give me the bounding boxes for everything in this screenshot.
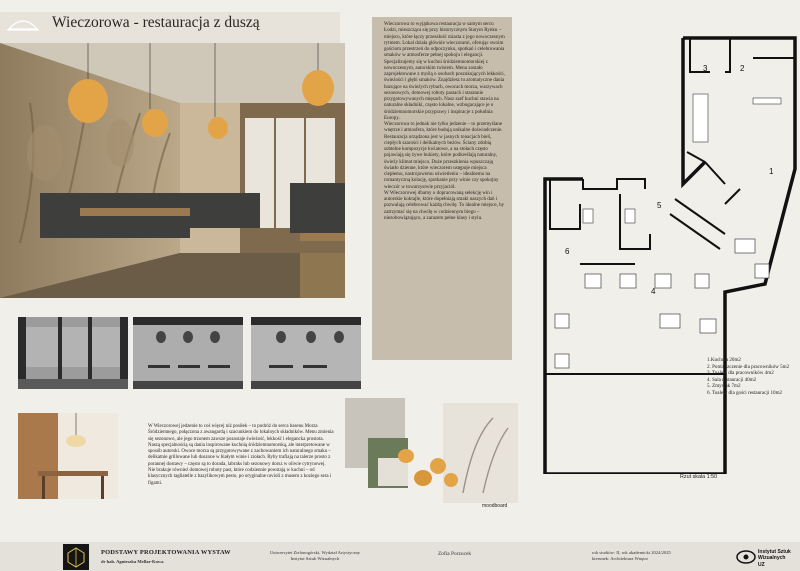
menu-paragraph: Nie brakuje również domowej roboty past, które codziennie powstają w kuchni – od klasycznych tagliatelle z bazylikowym pesto, po oryginalne ravioli z musem z koziego sera i figami. — [148, 468, 332, 486]
moodboard — [343, 398, 518, 511]
university — [258, 550, 372, 562]
year-label: rok studiów: II, rok akademicki — [592, 550, 651, 555]
plan-scale: Rzut skala 1:50 — [680, 474, 718, 480]
legend-item: 6. Toalety dla gości restauracji 10m2 — [707, 389, 783, 396]
legend-item: 3. Toaleta dla pracowników 4m2 — [707, 370, 774, 377]
author-name: Zofia Porzucek — [438, 551, 472, 557]
study-info — [592, 550, 671, 562]
footer — [0, 542, 800, 571]
room-number: 1 — [769, 167, 774, 176]
university-name: Uniwersytet Zielonogórski, Wydział Artystyczny — [269, 550, 361, 555]
page-title: Wieczorowa - restauracja z duszą — [52, 14, 260, 31]
institute-name: Instytut Sztuk Wizualnych — [290, 556, 340, 561]
room-number: 3 — [703, 64, 708, 73]
description-paragraph: W Wieczorowej dbamy o dopracowaną selekcję win i autorskie koktajle, które dopełniają smaki naszych dań i pozwalają celebrować każdą chwilę. To idealne miejsce, by zatrzymać się na chwilę w codziennym biegu – niezobowiązująco, a zarazem pełne klasy i stylu. — [384, 189, 505, 221]
menu-paragraph: Naszą specjalnością są dania inspirowane kuchnią śródziemnomorską, ale interpretowane w sposób autorski. Owoce morza są przygotowywane z zachowaniem ich naturalnego smaku – delikatnie grillowane lub duszone w białym winie i ziołach. Ryby trafiają na talerze prosto z porannej dostawy – często są to dorada, labraks lub sezonowy dorsz w oliwie cytrynowej. — [148, 442, 331, 467]
direction: kierunek: Architektura Wnętrz — [592, 556, 649, 561]
cloche-icon — [6, 18, 40, 32]
interior-render — [0, 43, 345, 298]
room-number: 4 — [651, 287, 656, 296]
inst-logo-line: UZ — [758, 562, 765, 568]
room-legend — [707, 357, 799, 397]
teacher-name: dr hab. Agnieszka Mellar-Kowa — [101, 559, 164, 564]
moodboard-label: moodboard — [482, 503, 508, 509]
interior-detail-photo — [18, 413, 118, 499]
room-number: 5 — [657, 201, 662, 210]
legend-item: 4. Sala restauracji 40m2 — [707, 376, 757, 383]
legend-item: 5. Zmywak 7m2 — [707, 383, 741, 390]
elevation-1 — [18, 317, 128, 389]
room-number: 6 — [565, 247, 570, 256]
inst-logo-line: Wizualnych — [758, 555, 786, 561]
elevation-2 — [133, 317, 243, 389]
menu-paragraph: W Wieczorowej jedzenie to coś więcej niż posiłek – to podróż do serca basenu Morza Śródziemnego, połączona z awangardą i szacunkiem do lokalnych składników. Menu zmienia się sezonowo, ale jego trzonem zawsze pozostaje świeżość, lekkość i elegancka prostota. — [148, 424, 334, 442]
elevation-3 — [251, 317, 361, 389]
description-panel — [372, 17, 512, 360]
course-logo-icon — [63, 544, 89, 570]
course-name: PODSTAWY PROJEKTOWANIA WYSTAW — [101, 549, 231, 556]
room-number: 2 — [740, 64, 745, 73]
description-paragraph: Wieczorowa to jednak nie tylko jedzenie – to przemyślane wnętrze i atmosfera, które budują unikalne doświadczenie. Restauracja urządzona jest w jasnych tonacjach bieli, ciepłych szarości i delikatnych beżów. Ściany zdobią subtelne kompozycje kwiatowe, a na stołach często pojawiają się żywe bukiety, które podkreślają naturalny, świeży klimat miejsca. Duże przeszklenia wpuszczają światło dzienne, które wieczorem ustępuje miejsca ciepłemu, nastrojowemu oświetleniu – idealnemu na romantyczną kolację, spotkanie przy winie czy spokojny wieczór w towarzystwie przyjaciół. — [384, 121, 503, 190]
year-value: 2024/2025 — [651, 550, 671, 555]
floor-plan — [525, 34, 800, 474]
eye-logo-icon — [736, 546, 792, 568]
inst-logo-line: Instytut Sztuk — [758, 549, 791, 555]
description-paragraph: Wieczorowa to wyjątkowa restauracja w samym sercu Łodzi, mieszcząca się przy historycznym Starym Rynku – miejscu, które łączy przeszłość miasta z jego nowoczesnym rytmem. Lokal działa głównie wieczorami, oferując swoim gościom przestrzeń do odpoczynku, spotkań i celebrowania smaków w atmosferze pełnej spokoju i elegancji. Specjalizujemy się w kuchni śródziemnomorskiej z nowoczesnym, autorskim twistem. Menu zostało zaprojektowane z myślą o osobach poszukujących lekkości, świeżości i głębi smaków. Znajdziesz tu aromatyczne dania bazujące na świeżych rybach, owocach morza, warzywach sezonowych, domowej roboty pastach i starannie przygotowywanych mięsach. Nasz szef kuchni stawia na naturalne składniki, często lokalne, wzbogacające je o śródziemnomorskie przyprawy i inspiracje z południa Europy. — [384, 21, 505, 121]
menu-description — [148, 424, 334, 487]
legend-item: 2. Pomieszczenie dla pracowników 5m2 — [707, 363, 790, 370]
legend-item: 1.Kuchnia 20m2 — [707, 357, 741, 363]
